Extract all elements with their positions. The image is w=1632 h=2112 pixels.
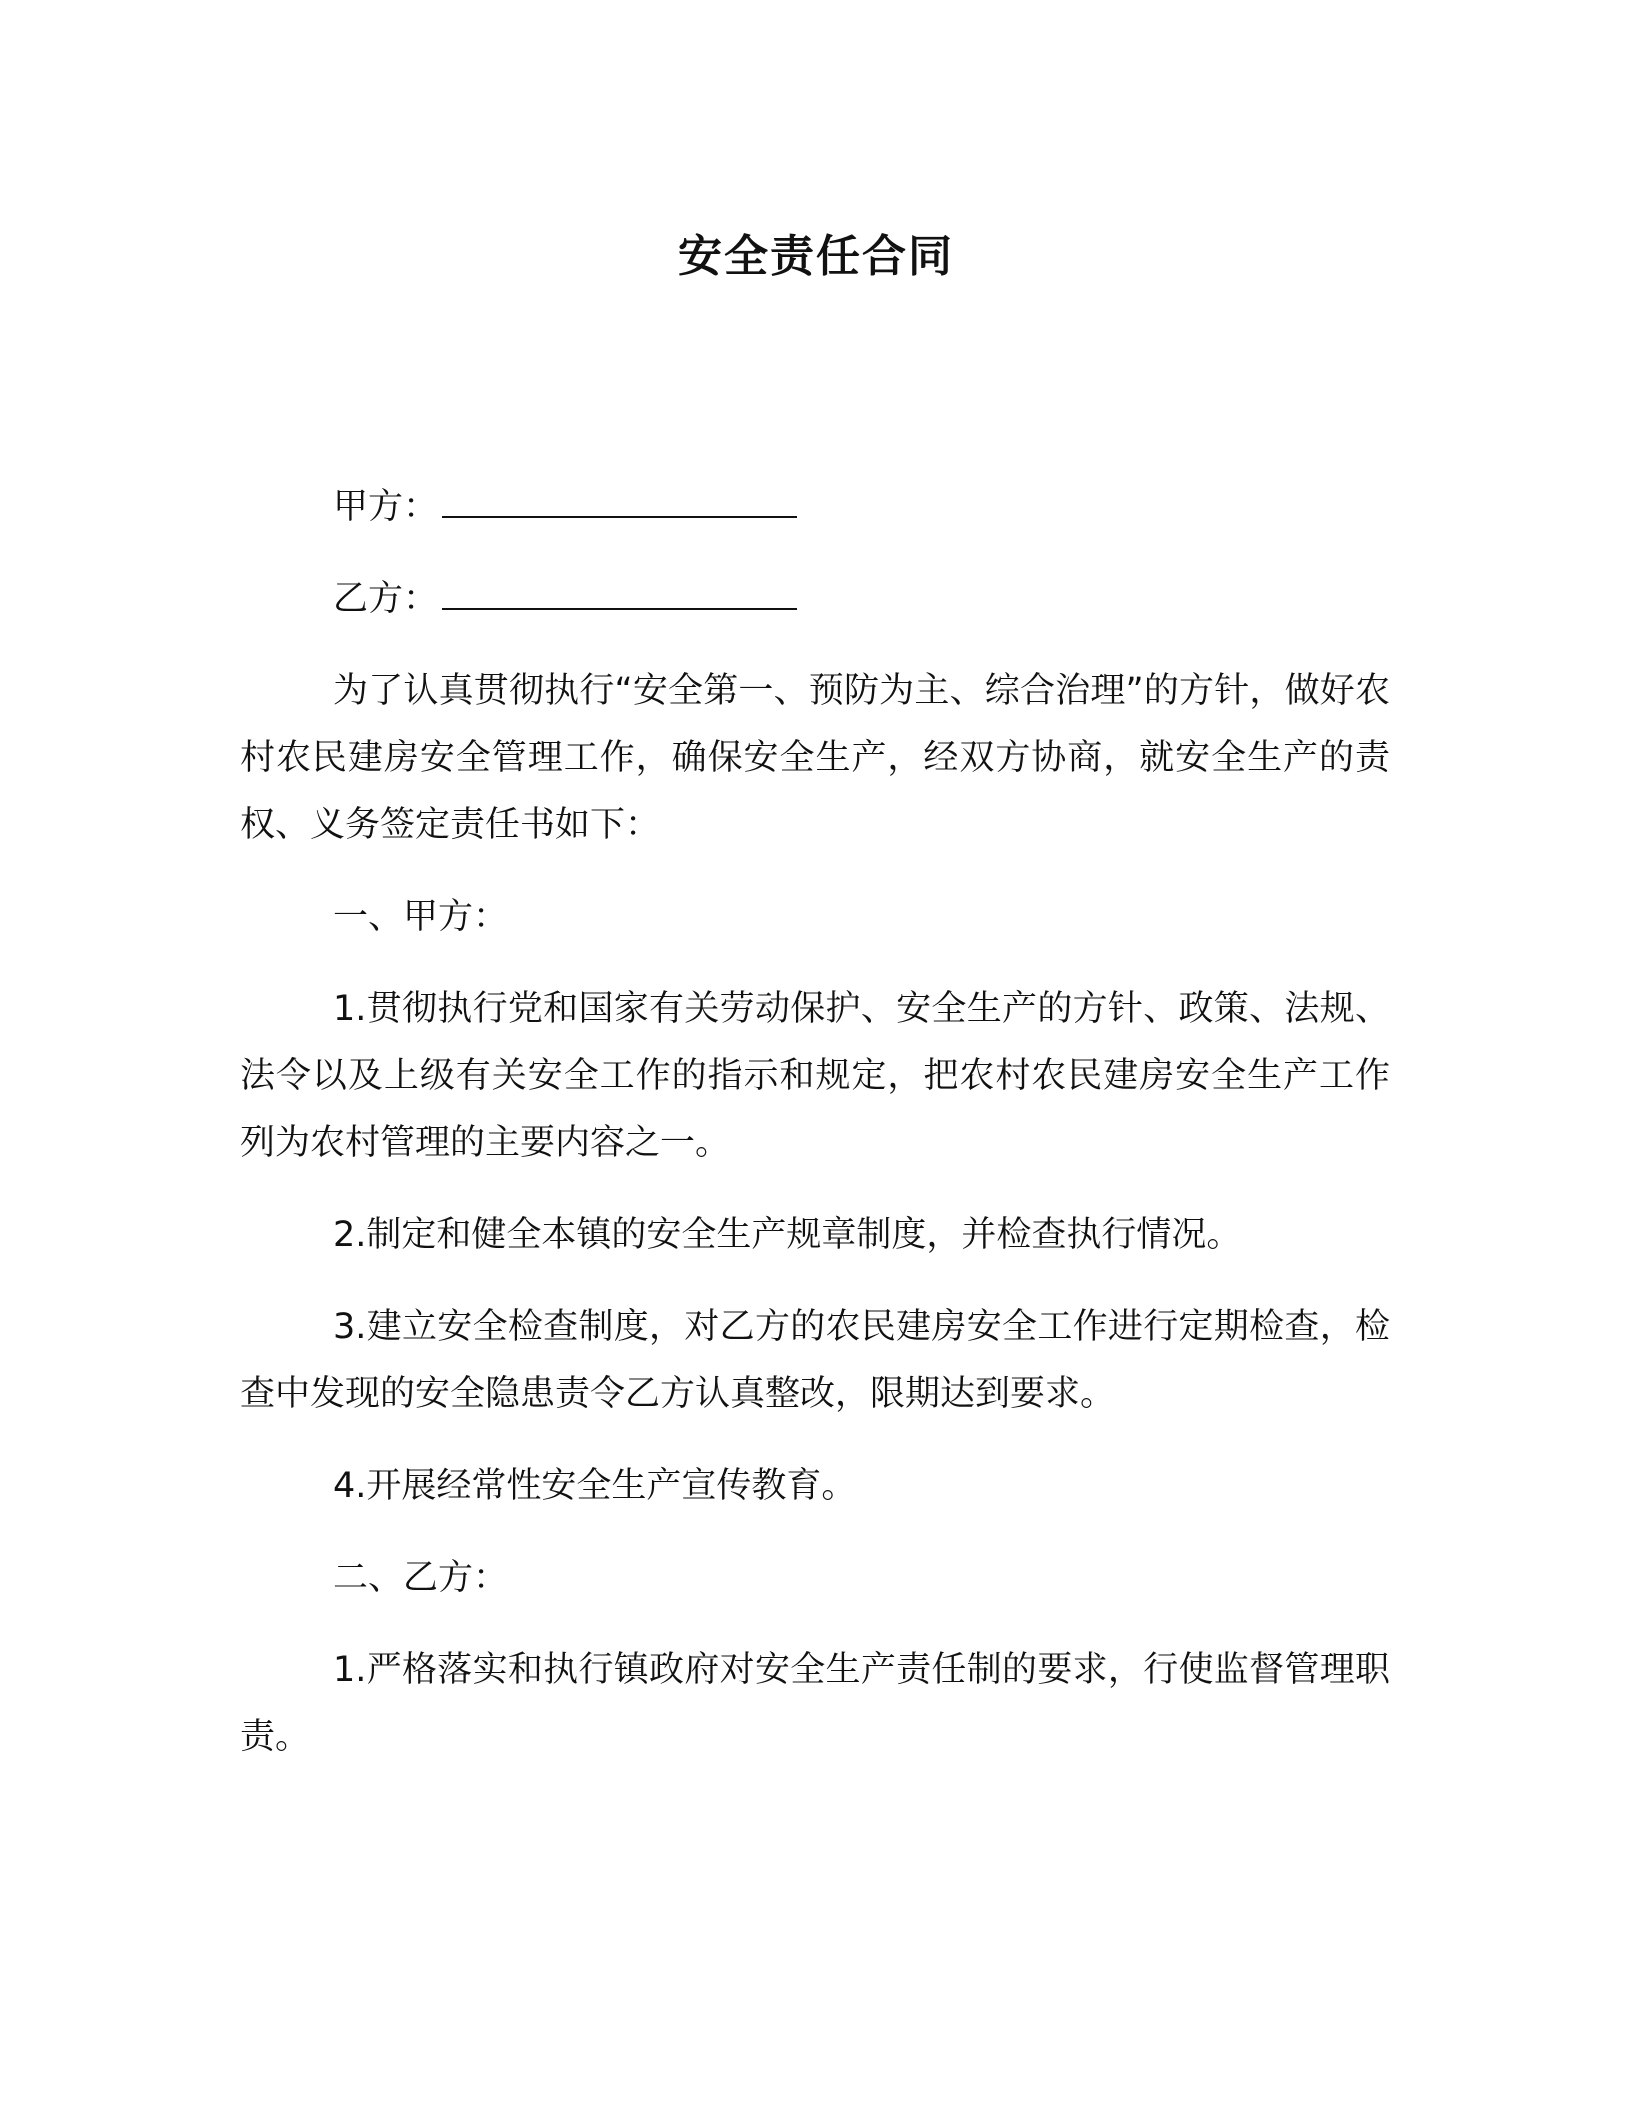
party-a-label: 甲方： (333, 487, 439, 527)
section-heading-party-a: 一、甲方： (333, 897, 509, 937)
party-b-blank (442, 578, 797, 610)
intro-paragraph: 为了认真贯彻执行“安全第一、预防为主、综合治理”的方针，做好农村农民建房安全管理工作，确保安全生产，经双方协商，就安全生产的责权、义务签定责任书如下： (240, 671, 1390, 845)
party-a-line (240, 474, 1390, 541)
party-a-clause-1: 1.贯彻执行党和国家有关劳动保护、安全生产的方针、政策、法规、法令以及上级有关安全工作的指示和规定，把农村农民建房安全生产工作列为农村管理的主要内容之一。 (240, 989, 1390, 1163)
party-a-clause-4: 4.开展经常性安全生产宣传教育。 (333, 1466, 857, 1506)
document-body (240, 474, 1390, 1796)
party-b-clause-1: 1.严格落实和执行镇政府对安全生产责任制的要求，行使监督管理职责。 (240, 1650, 1390, 1757)
party-b-line (240, 566, 1390, 633)
party-a-clause-2: 2.制定和健全本镇的安全生产规章制度，并检查执行情况。 (333, 1215, 1242, 1255)
party-a-clause-3: 3.建立安全检查制度，对乙方的农民建房安全工作进行定期检查，检查中发现的安全隐患责令乙方认真整改，限期达到要求。 (240, 1307, 1390, 1414)
party-b-label: 乙方： (333, 579, 439, 619)
document-title: 安全责任合同 (678, 231, 954, 282)
section-heading-party-b: 二、乙方： (333, 1558, 509, 1598)
party-a-blank (442, 486, 797, 518)
